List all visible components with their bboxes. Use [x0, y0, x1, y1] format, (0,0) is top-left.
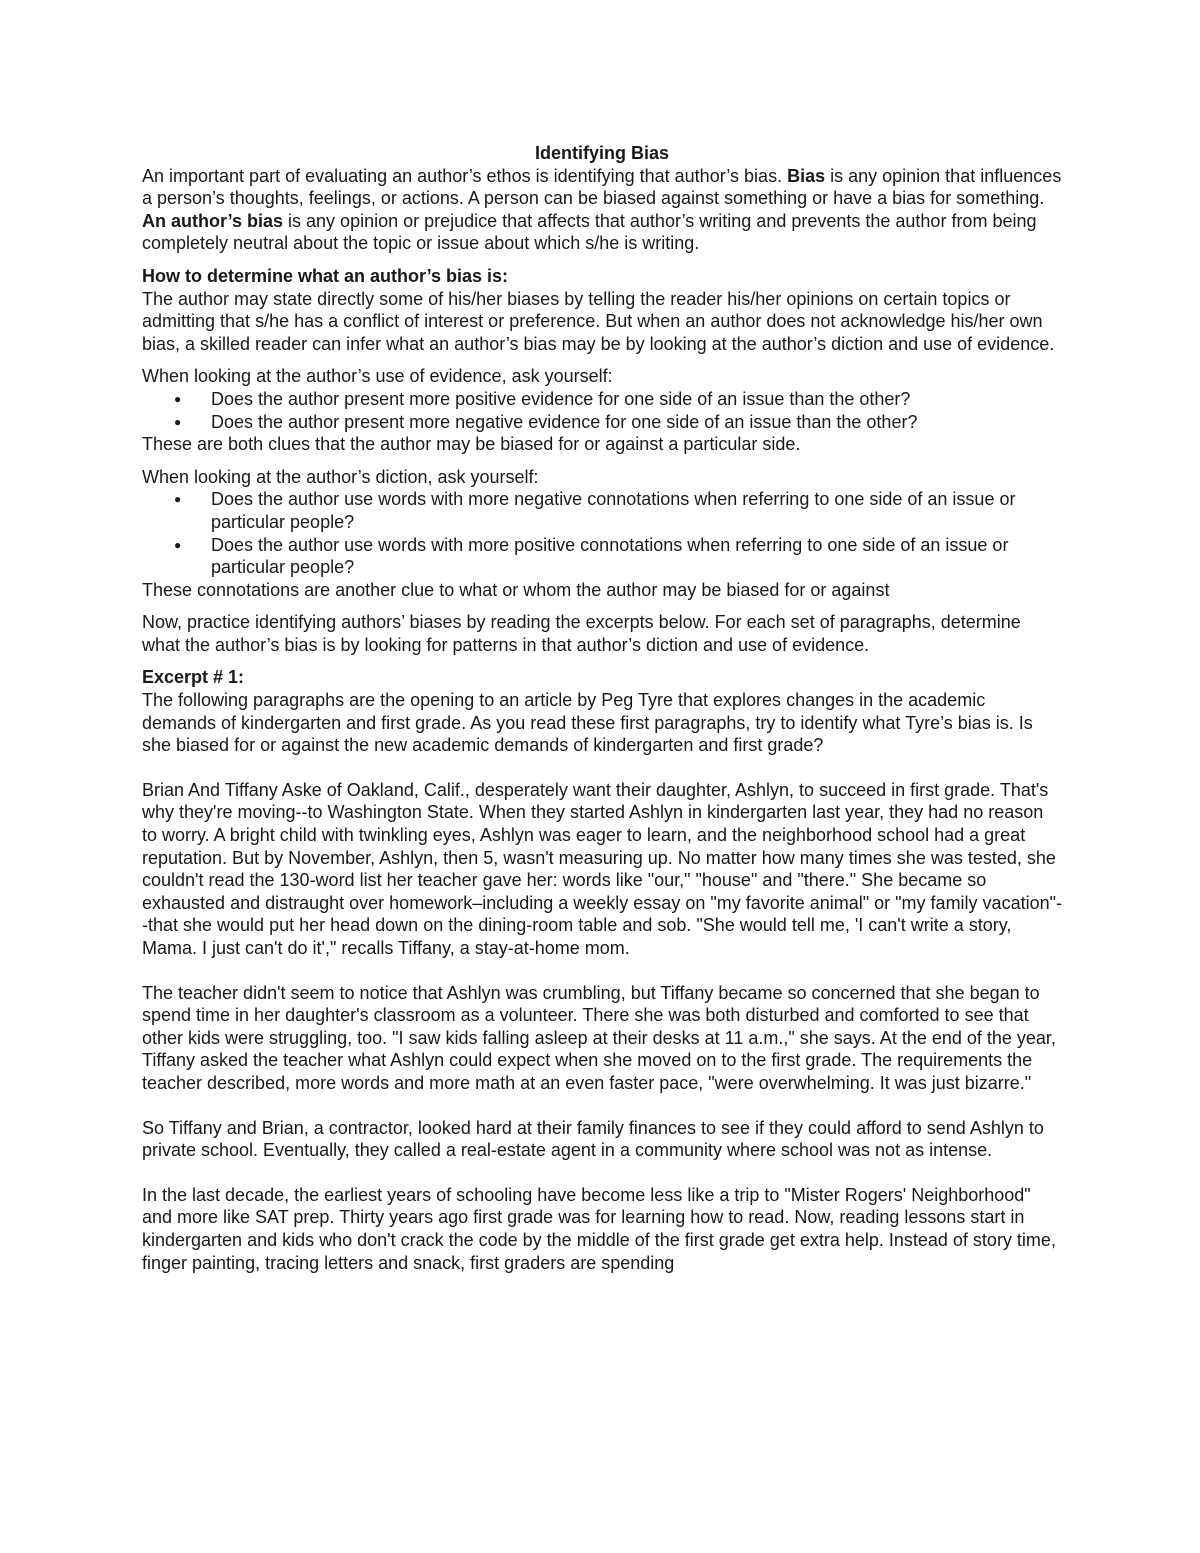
- intro-text-3: is any opinion or prejudice that affects that author’s writing and prevents the author from being completely neutral about the topic or issue about which s/he is writing.: [142, 210, 1037, 254]
- excerpt-intro: The following paragraphs are the opening to an article by Peg Tyre that explores changes in the academic demands of kindergarten and first grade. As you read these first paragraphs, try to identify what Tyre’s bias is. Is she biased for or against the new academic demands of kindergarten and first grade?: [142, 690, 1033, 756]
- list-item: ● Does the author use words with more positive connotations when referring to one side of an issue or particular people?: [142, 534, 1062, 579]
- author-bias-term: An author’s bias: [142, 210, 284, 231]
- determine-heading: How to determine what an author’s bias is:: [142, 265, 509, 286]
- excerpt-paragraph-3: So Tiffany and Brian, a contractor, looked hard at their family finances to see if they could afford to send Ashlyn to private school. Eventually, they called a real-estate agent in a community where school was not as intense.: [142, 1117, 1044, 1161]
- evidence-lead: When looking at the author’s use of evidence, ask yourself:: [142, 366, 613, 387]
- excerpt-paragraph-1: Brian And Tiffany Aske of Oakland, Calif., desperately want their daughter, Ashlyn, to succeed in first grade. That's why they're moving--to Washington State. When they started Ashlyn in kindergarten last year, they had no reason to worry. A bright child with twinkling eyes, Ashlyn was eager to learn, and the neighborhood school had a great reputation. But by November, Ashlyn, then 5, wasn't measuring up. No matter how many times she was tested, she couldn't read the 130-word list her teacher gave her: words like "our," "house" and "there." She became so exhausted and distraught over homework–including a weekly essay on "my favorite animal" or "my family vacation"--that she would put her head down on the dining-room table and sob. "She would tell me, 'I can't write a story, Mama. I just can't do it'," recalls Tiffany, a stay-at-home mom.: [142, 779, 1062, 958]
- diction-question-list: [142, 488, 1062, 578]
- list-item: ● Does the author use words with more negative connotations when referring to one side of an issue or particular people?: [142, 488, 1062, 533]
- list-item: ● Does the author present more positive evidence for one side of an issue than the other?: [142, 388, 1062, 411]
- excerpt-heading: Excerpt # 1:: [142, 667, 245, 688]
- document-title: Identifying Bias: [534, 143, 669, 163]
- intro-paragraph: [142, 165, 1062, 255]
- determine-paragraph: The author may state directly some of his/her biases by telling the reader his/her opinions on certain topics or admitting that s/he has a conflict of interest or preference. But when an author does not acknowledge his/her own bias, a skilled reader can infer what an author’s bias may be by looking at the author’s diction and use of evidence.: [142, 288, 1055, 354]
- intro-text-1: An important part of evaluating an author’s ethos is identifying that author’s bias.: [142, 165, 788, 186]
- document-page: [142, 142, 1062, 1274]
- intro-text-2: is any opinion that influences a person’s thoughts, feelings, or actions. A person can be biased against something or have a bias for something.: [142, 165, 1062, 209]
- diction-closing: These connotations are another clue to what or whom the author may be biased for or against: [142, 579, 890, 600]
- excerpt-paragraph-2: The teacher didn't seem to notice that Ashlyn was crumbling, but Tiffany became so concerned that she began to spend time in her daughter's classroom as a volunteer. There she was both disturbed and comforted to see that other kids were struggling, too. "I saw kids falling asleep at their desks at 11 a.m.," she says. At the end of the year, Tiffany asked the teacher what Ashlyn could expect when she moved on to the first grade. The requirements the teacher described, more words and more math at an even faster pace, "were overwhelming. It was just bizarre.": [142, 982, 1056, 1093]
- list-item: ● Does the author present more negative evidence for one side of an issue than the other?: [142, 411, 1062, 434]
- practice-paragraph: Now, practice identifying authors’ biases by reading the excerpts below. For each set of paragraphs, determine what the author’s bias is by looking for patterns in that author’s diction and use of evidence.: [142, 612, 1021, 655]
- excerpt-paragraph-4: In the last decade, the earliest years of schooling have become less like a trip to "Mister Rogers' Neighborhood" and more like SAT prep. Thirty years ago first grade was for learning how to read. Now, reading lessons start in kindergarten and kids who don't crack the code by the middle of the first grade get extra help. Instead of story time, finger painting, tracing letters and snack, first graders are spending: [142, 1184, 1056, 1273]
- evidence-question-list: [142, 388, 1062, 433]
- bias-term: Bias: [787, 165, 826, 186]
- evidence-closing: These are both clues that the author may be biased for or against a particular side.: [142, 434, 801, 455]
- diction-lead: When looking at the author’s diction, ask yourself:: [142, 466, 539, 487]
